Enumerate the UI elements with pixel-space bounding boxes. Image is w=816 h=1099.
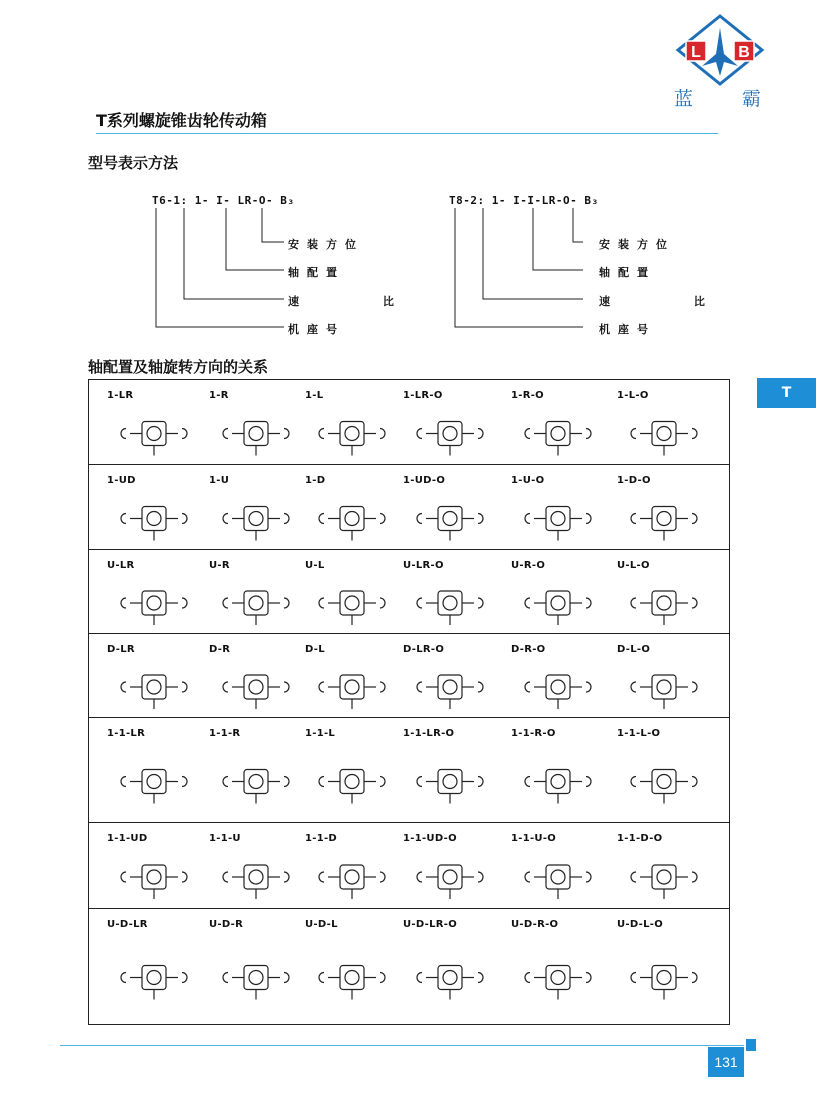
- config-label: 1-1-UD: [107, 833, 148, 844]
- gearbox-symbol-icon: [317, 491, 387, 546]
- brand-logo: [672, 14, 768, 110]
- config-cell: [209, 380, 309, 464]
- config-label: 1-1-R-O: [511, 728, 556, 739]
- title-divider: [96, 133, 718, 134]
- config-cell: [209, 823, 309, 908]
- config-cell: [107, 718, 207, 822]
- gearbox-symbol-icon: [317, 576, 387, 630]
- gearbox-symbol-icon: [523, 406, 593, 461]
- gearbox-symbol-icon: [629, 935, 699, 1020]
- config-label: U-D-LR-O: [403, 919, 458, 930]
- gearbox-symbol-icon: [629, 849, 699, 905]
- config-label: 1-1-LR: [107, 728, 146, 739]
- config-cell: [107, 465, 207, 549]
- model-label-ratio: 速 比: [288, 295, 434, 308]
- gearbox-symbol-icon: [629, 491, 699, 546]
- brand-cn-right: 霸: [742, 88, 762, 110]
- config-label: D-R: [209, 644, 231, 655]
- config-label: 1-UD-O: [403, 475, 446, 486]
- gearbox-symbol-icon: [523, 576, 593, 630]
- config-label: U-LR: [107, 560, 135, 571]
- gearbox-symbol-icon: [119, 849, 189, 905]
- config-label: 1-1-L: [305, 728, 336, 739]
- config-label: 1-LR: [107, 390, 134, 401]
- config-cell: [305, 909, 405, 1024]
- gearbox-symbol-icon: [317, 935, 387, 1020]
- config-row: [89, 823, 729, 909]
- config-cell: [107, 380, 207, 464]
- config-cell: [511, 465, 611, 549]
- config-cell: [617, 380, 717, 464]
- config-label: U-D-L: [305, 919, 338, 930]
- model-code: T6-1: 1- I- LR-O- B₃: [152, 194, 295, 207]
- model-label-mounting: 安装方位: [288, 238, 364, 251]
- config-cell: [403, 909, 503, 1024]
- gearbox-symbol-icon: [523, 935, 593, 1020]
- config-row: [89, 718, 729, 823]
- config-label: 1-UD: [107, 475, 136, 486]
- gearbox-symbol-icon: [221, 406, 291, 461]
- config-cell: [209, 550, 309, 633]
- model-example-left: [150, 194, 434, 344]
- gearbox-symbol-icon: [415, 935, 485, 1020]
- gearbox-symbol-icon: [415, 576, 485, 630]
- config-row: [89, 634, 729, 718]
- config-cell: [403, 380, 503, 464]
- config-label: 1-1-D-O: [617, 833, 663, 844]
- config-cell: [209, 465, 309, 549]
- config-label: U-D-R: [209, 919, 244, 930]
- gearbox-symbol-icon: [317, 744, 387, 819]
- config-cell: [305, 823, 405, 908]
- config-cell: [511, 550, 611, 633]
- section-title-config: 轴配置及轴旋转方向的关系: [88, 358, 269, 376]
- gearbox-symbol-icon: [119, 406, 189, 461]
- model-label-shaft: 轴配置: [288, 266, 345, 279]
- gearbox-symbol-icon: [221, 935, 291, 1020]
- config-label: 1-U-O: [511, 475, 545, 486]
- gearbox-symbol-icon: [221, 849, 291, 905]
- config-cell: [403, 465, 503, 549]
- config-label: 1-R: [209, 390, 229, 401]
- config-label: 1-LR-O: [403, 390, 443, 401]
- config-cell: [209, 718, 309, 822]
- config-cell: [617, 465, 717, 549]
- section-title-model: 型号表示方法: [88, 154, 179, 172]
- gearbox-symbol-icon: [629, 406, 699, 461]
- gearbox-symbol-icon: [317, 406, 387, 461]
- config-cell: [305, 718, 405, 822]
- page-number: 131: [708, 1047, 744, 1077]
- config-row: [89, 550, 729, 634]
- gearbox-symbol-icon: [523, 744, 593, 819]
- config-cell: [209, 634, 309, 717]
- config-cell: [107, 550, 207, 633]
- config-cell: [511, 380, 611, 464]
- model-label-shaft: 轴配置: [599, 266, 656, 279]
- logo-letter-l: L: [691, 44, 701, 61]
- footer-divider: [60, 1045, 744, 1046]
- config-label: 1-1-U-O: [511, 833, 557, 844]
- gearbox-symbol-icon: [415, 406, 485, 461]
- config-cell: [403, 718, 503, 822]
- model-code: T8-2: 1- I-I-LR-O- B₃: [449, 194, 599, 207]
- config-cell: [107, 909, 207, 1024]
- gearbox-symbol-icon: [317, 660, 387, 714]
- gearbox-symbol-icon: [415, 660, 485, 714]
- config-label: 1-1-R: [209, 728, 241, 739]
- gearbox-symbol-icon: [221, 660, 291, 714]
- config-table: [88, 379, 730, 1025]
- config-cell: [511, 909, 611, 1024]
- config-label: 1-1-UD-O: [403, 833, 457, 844]
- config-row: [89, 465, 729, 550]
- config-label: 1-1-LR-O: [403, 728, 455, 739]
- config-label: 1-1-D: [305, 833, 338, 844]
- gearbox-symbol-icon: [119, 660, 189, 714]
- config-label: D-R-O: [511, 644, 546, 655]
- gearbox-symbol-icon: [221, 576, 291, 630]
- gearbox-symbol-icon: [221, 491, 291, 546]
- gearbox-symbol-icon: [523, 660, 593, 714]
- config-label: D-LR: [107, 644, 135, 655]
- gearbox-symbol-icon: [415, 491, 485, 546]
- gearbox-symbol-icon: [629, 744, 699, 819]
- config-label: U-D-LR: [107, 919, 148, 930]
- page-title: T系列螺旋锥齿轮传动箱: [96, 111, 267, 130]
- model-label-frame: 机座号: [288, 323, 345, 336]
- config-label: 1-L: [305, 390, 324, 401]
- gearbox-symbol-icon: [119, 935, 189, 1020]
- config-label: 1-1-L-O: [617, 728, 661, 739]
- config-cell: [511, 823, 611, 908]
- model-leader-lines: [150, 194, 290, 344]
- config-cell: [305, 465, 405, 549]
- gearbox-symbol-icon: [629, 660, 699, 714]
- config-row: [89, 909, 729, 1024]
- config-label: D-L-O: [617, 644, 651, 655]
- gearbox-symbol-icon: [119, 744, 189, 819]
- config-cell: [305, 550, 405, 633]
- gearbox-symbol-icon: [523, 491, 593, 546]
- config-cell: [209, 909, 309, 1024]
- logo-letter-b: B: [738, 44, 750, 61]
- config-label: U-L: [305, 560, 325, 571]
- gearbox-symbol-icon: [317, 849, 387, 905]
- config-cell: [403, 634, 503, 717]
- config-cell: [617, 823, 717, 908]
- config-cell: [617, 634, 717, 717]
- config-label: D-L: [305, 644, 325, 655]
- config-cell: [617, 718, 717, 822]
- config-cell: [511, 718, 611, 822]
- config-cell: [617, 550, 717, 633]
- config-label: U-R-O: [511, 560, 546, 571]
- config-label: 1-D: [305, 475, 326, 486]
- config-label: 1-U: [209, 475, 230, 486]
- config-label: U-D-R-O: [511, 919, 559, 930]
- config-row: [89, 380, 729, 465]
- config-label: U-D-L-O: [617, 919, 664, 930]
- config-cell: [107, 823, 207, 908]
- model-example-right: [447, 194, 745, 344]
- config-cell: [617, 909, 717, 1024]
- config-label: 1-1-U: [209, 833, 241, 844]
- config-label: D-LR-O: [403, 644, 445, 655]
- gearbox-symbol-icon: [221, 744, 291, 819]
- config-cell: [305, 634, 405, 717]
- gearbox-symbol-icon: [415, 744, 485, 819]
- config-label: 1-D-O: [617, 475, 651, 486]
- config-cell: [511, 634, 611, 717]
- config-label: U-LR-O: [403, 560, 444, 571]
- model-leader-lines: [447, 194, 587, 344]
- gearbox-symbol-icon: [119, 576, 189, 630]
- gearbox-symbol-icon: [415, 849, 485, 905]
- config-label: U-L-O: [617, 560, 650, 571]
- config-label: 1-L-O: [617, 390, 649, 401]
- page-corner-mark: [746, 1039, 756, 1051]
- config-cell: [403, 823, 503, 908]
- gearbox-symbol-icon: [523, 849, 593, 905]
- brand-cn-left: 蓝: [674, 88, 694, 110]
- logo-emblem-icon: [672, 14, 768, 86]
- model-label-mounting: 安装方位: [599, 238, 675, 251]
- gearbox-symbol-icon: [629, 576, 699, 630]
- config-cell: [107, 634, 207, 717]
- gearbox-symbol-icon: [119, 491, 189, 546]
- side-tab: T: [757, 378, 816, 408]
- config-label: U-R: [209, 560, 230, 571]
- config-cell: [305, 380, 405, 464]
- config-cell: [403, 550, 503, 633]
- config-label: 1-R-O: [511, 390, 544, 401]
- model-label-frame: 机座号: [599, 323, 656, 336]
- model-label-ratio: 速 比: [599, 295, 745, 308]
